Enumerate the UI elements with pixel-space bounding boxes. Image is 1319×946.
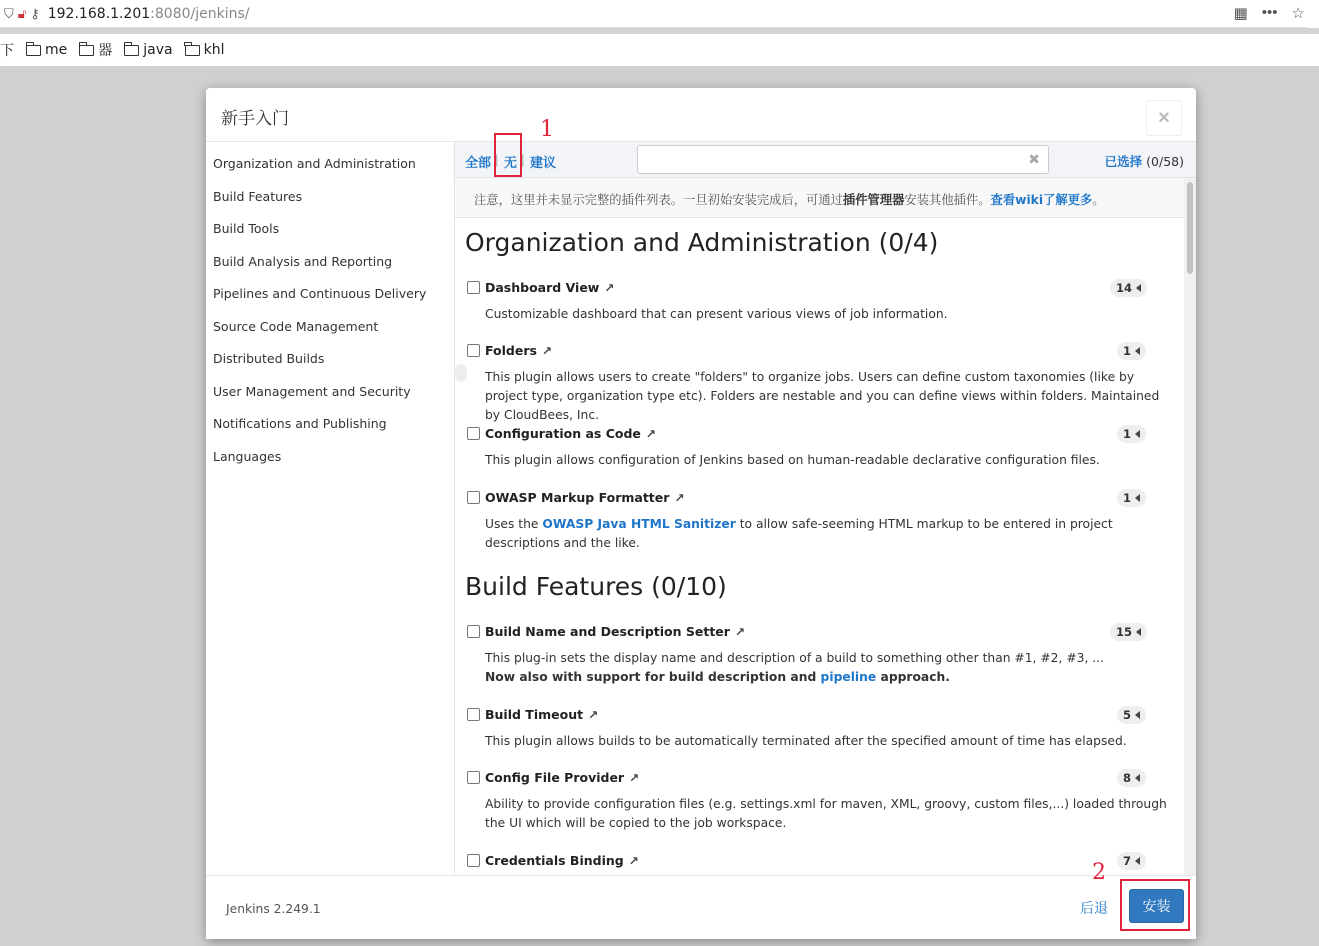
- url-text[interactable]: 192.168.1.201:8080/jenkins/: [47, 5, 250, 22]
- plugin-description: Uses the OWASP Java HTML Sanitizer to allow safe-seeming HTML markup to be entered in project descriptions and the like.: [485, 517, 1113, 550]
- category-build-analysis[interactable]: Build Analysis and Reporting: [213, 254, 393, 269]
- select-suggested-link[interactable]: 建议: [530, 156, 557, 171]
- plugin-item[interactable]: Configuration as Code ↗: [467, 426, 656, 441]
- category-pipelines[interactable]: Pipelines and Continuous Delivery: [213, 286, 427, 301]
- plugin-description: This plugin allows configuration of Jenkins based on human-readable declarative configuration files.: [485, 453, 1100, 467]
- scrollbar-thumb[interactable]: [1187, 182, 1193, 274]
- plugin-checkbox[interactable]: [467, 708, 480, 721]
- notice-bar: [455, 178, 1185, 218]
- pipeline-link[interactable]: pipeline: [820, 670, 877, 684]
- plugin-item[interactable]: Credentials Binding ↗: [467, 853, 639, 868]
- external-link-icon[interactable]: ↗: [629, 770, 640, 785]
- plugin-item[interactable]: Dashboard View ↗: [467, 280, 614, 295]
- category-build-tools[interactable]: Build Tools: [213, 221, 280, 236]
- annotation-box-none: [494, 133, 525, 177]
- dependency-badge[interactable]: 1: [1117, 342, 1146, 360]
- jenkins-version: Jenkins 2.249.1: [226, 902, 321, 916]
- caret-left-icon: [1135, 711, 1140, 719]
- category-sidebar: [206, 142, 455, 875]
- dependency-badge[interactable]: 15: [1110, 623, 1147, 641]
- select-none-link[interactable]: 无: [504, 156, 518, 171]
- owasp-sanitizer-link[interactable]: OWASP Java HTML Sanitizer: [542, 517, 736, 531]
- folder-icon: [124, 45, 139, 56]
- plugin-checkbox[interactable]: [467, 344, 480, 357]
- category-scm[interactable]: Source Code Management: [213, 319, 379, 334]
- external-link-icon[interactable]: ↗: [645, 426, 656, 441]
- selected-count[interactable]: 已选择 (0/58): [1104, 154, 1184, 169]
- separator: |: [521, 152, 525, 167]
- key-icon[interactable]: ⚷: [30, 5, 40, 21]
- bookmark-folder-me[interactable]: me: [26, 42, 67, 58]
- annotation-box-install: [1120, 879, 1190, 931]
- plugin-description: Customizable dashboard that can present various views of job information.: [485, 307, 948, 321]
- select-all-link[interactable]: 全部: [465, 156, 492, 171]
- url-actions: [1234, 4, 1305, 22]
- category-user-mgmt[interactable]: User Management and Security: [213, 384, 411, 399]
- section-title: Build Features (0/10): [465, 572, 727, 601]
- bookmark-folder-java[interactable]: java: [124, 42, 172, 58]
- close-button[interactable]: ×: [1146, 100, 1182, 136]
- back-button[interactable]: 后退: [1080, 901, 1108, 917]
- plugin-description: This plugin allows users to create "folders" to organize jobs. Users can define custom taxonomies (like by project type, organization type etc). Folders are nestable and you can define views within folders. Maintained by CloudBees, Inc.: [485, 370, 1160, 422]
- dialog-header: [206, 88, 1196, 142]
- bookmark-item[interactable]: 下: [0, 43, 14, 59]
- search-box: [637, 145, 1049, 174]
- caret-left-icon: [1136, 628, 1141, 636]
- plugin-item[interactable]: OWASP Markup Formatter ↗: [467, 490, 685, 505]
- dependency-badge[interactable]: 5: [1117, 706, 1146, 724]
- dependency-badge[interactable]: 8: [1117, 769, 1146, 787]
- category-distributed[interactable]: Distributed Builds: [213, 351, 325, 366]
- folder-icon: [185, 45, 200, 56]
- folder-icon: [79, 45, 94, 56]
- annotation-number: 1: [540, 117, 554, 142]
- external-link-icon[interactable]: ↗: [604, 280, 615, 295]
- plugin-search-input[interactable]: [638, 146, 1023, 173]
- dialog-footer: [206, 875, 1196, 939]
- plugin-toolbar: [455, 142, 1196, 178]
- bookmark-folder-khl[interactable]: khl: [185, 42, 225, 58]
- qr-code-icon[interactable]: ▦: [1233, 5, 1248, 22]
- notice-text: 注意，这里并未显示完整的插件列表。一旦初始安装完成后，可通过插件管理器安装其他插件。查看wiki了解更多。: [474, 193, 1105, 207]
- caret-left-icon: [1135, 774, 1140, 782]
- folder-icon: [26, 45, 41, 56]
- install-button[interactable]: 安装: [1129, 889, 1184, 923]
- category-languages[interactable]: Languages: [213, 449, 282, 464]
- wiki-link[interactable]: 查看wiki了解更多: [990, 193, 1093, 207]
- dependency-badge[interactable]: 1: [1117, 425, 1146, 443]
- category-build-features[interactable]: Build Features: [213, 189, 303, 204]
- dialog-title: 新手入门: [221, 109, 289, 129]
- insecure-lock-icon[interactable]: 🔓︎: [17, 5, 27, 21]
- external-link-icon[interactable]: ↗: [734, 624, 746, 639]
- caret-left-icon: [1135, 857, 1140, 865]
- plugin-item[interactable]: Build Name and Description Setter ↗: [467, 624, 745, 639]
- external-link-icon[interactable]: ↗: [588, 707, 599, 722]
- bookmarks-bar: [0, 34, 1319, 66]
- section-title: Organization and Administration (0/4): [465, 228, 939, 257]
- separator: |: [495, 152, 499, 167]
- category-organization[interactable]: Organization and Administration: [213, 156, 416, 171]
- plugin-description: Ability to provide configuration files (e.g. settings.xml for maven, XML, groovy, custom files,...) loaded through the UI which will be copied to the job workspace.: [485, 797, 1167, 830]
- plugin-checkbox[interactable]: [467, 281, 480, 294]
- plugin-item[interactable]: Config File Provider ↗: [467, 770, 639, 785]
- plugin-checkbox[interactable]: [467, 491, 480, 504]
- scrollbar[interactable]: [1184, 178, 1196, 875]
- browser-url-bar: [0, 0, 1319, 28]
- plugin-description: This plugin allows builds to be automatically terminated after the specified amount of time has elapsed.: [485, 734, 1127, 748]
- plugin-checkbox[interactable]: [467, 771, 480, 784]
- caret-left-icon: [1136, 284, 1141, 292]
- caret-left-icon: [1135, 430, 1140, 438]
- dependency-badge[interactable]: 1: [1117, 489, 1146, 507]
- plugin-item[interactable]: Folders ↗: [467, 343, 552, 358]
- annotation-number: 2: [1092, 860, 1106, 885]
- bookmark-folder-qi[interactable]: 器: [79, 40, 112, 60]
- caret-left-icon: [1135, 494, 1140, 502]
- shield-icon[interactable]: ⛉: [4, 5, 14, 21]
- plugin-item[interactable]: Build Timeout ↗: [467, 707, 598, 722]
- plugin-checkbox[interactable]: [467, 427, 480, 440]
- dependency-badge[interactable]: 7: [1117, 852, 1146, 870]
- star-icon[interactable]: ☆: [1291, 5, 1305, 22]
- category-notifications[interactable]: Notifications and Publishing: [213, 416, 387, 431]
- plugin-checkbox[interactable]: [467, 625, 480, 638]
- setup-wizard-dialog: [206, 88, 1196, 939]
- external-link-icon[interactable]: ↗: [541, 343, 552, 358]
- external-link-icon[interactable]: ↗: [628, 853, 639, 868]
- dependency-badge[interactable]: 14: [1110, 279, 1147, 297]
- clear-search-icon[interactable]: ✖: [1028, 151, 1040, 167]
- plugin-list: [455, 218, 1184, 875]
- more-icon[interactable]: •••: [1261, 4, 1278, 21]
- plugin-description: This plug-in sets the display name and description of a build to something other than #1, #2, #3, ... Now also with support for build description and pipeline approach.: [485, 651, 1104, 684]
- caret-left-icon: [1135, 347, 1140, 355]
- external-link-icon[interactable]: ↗: [674, 490, 685, 505]
- url-box[interactable]: [0, 0, 1308, 28]
- plugin-checkbox[interactable]: [467, 854, 480, 867]
